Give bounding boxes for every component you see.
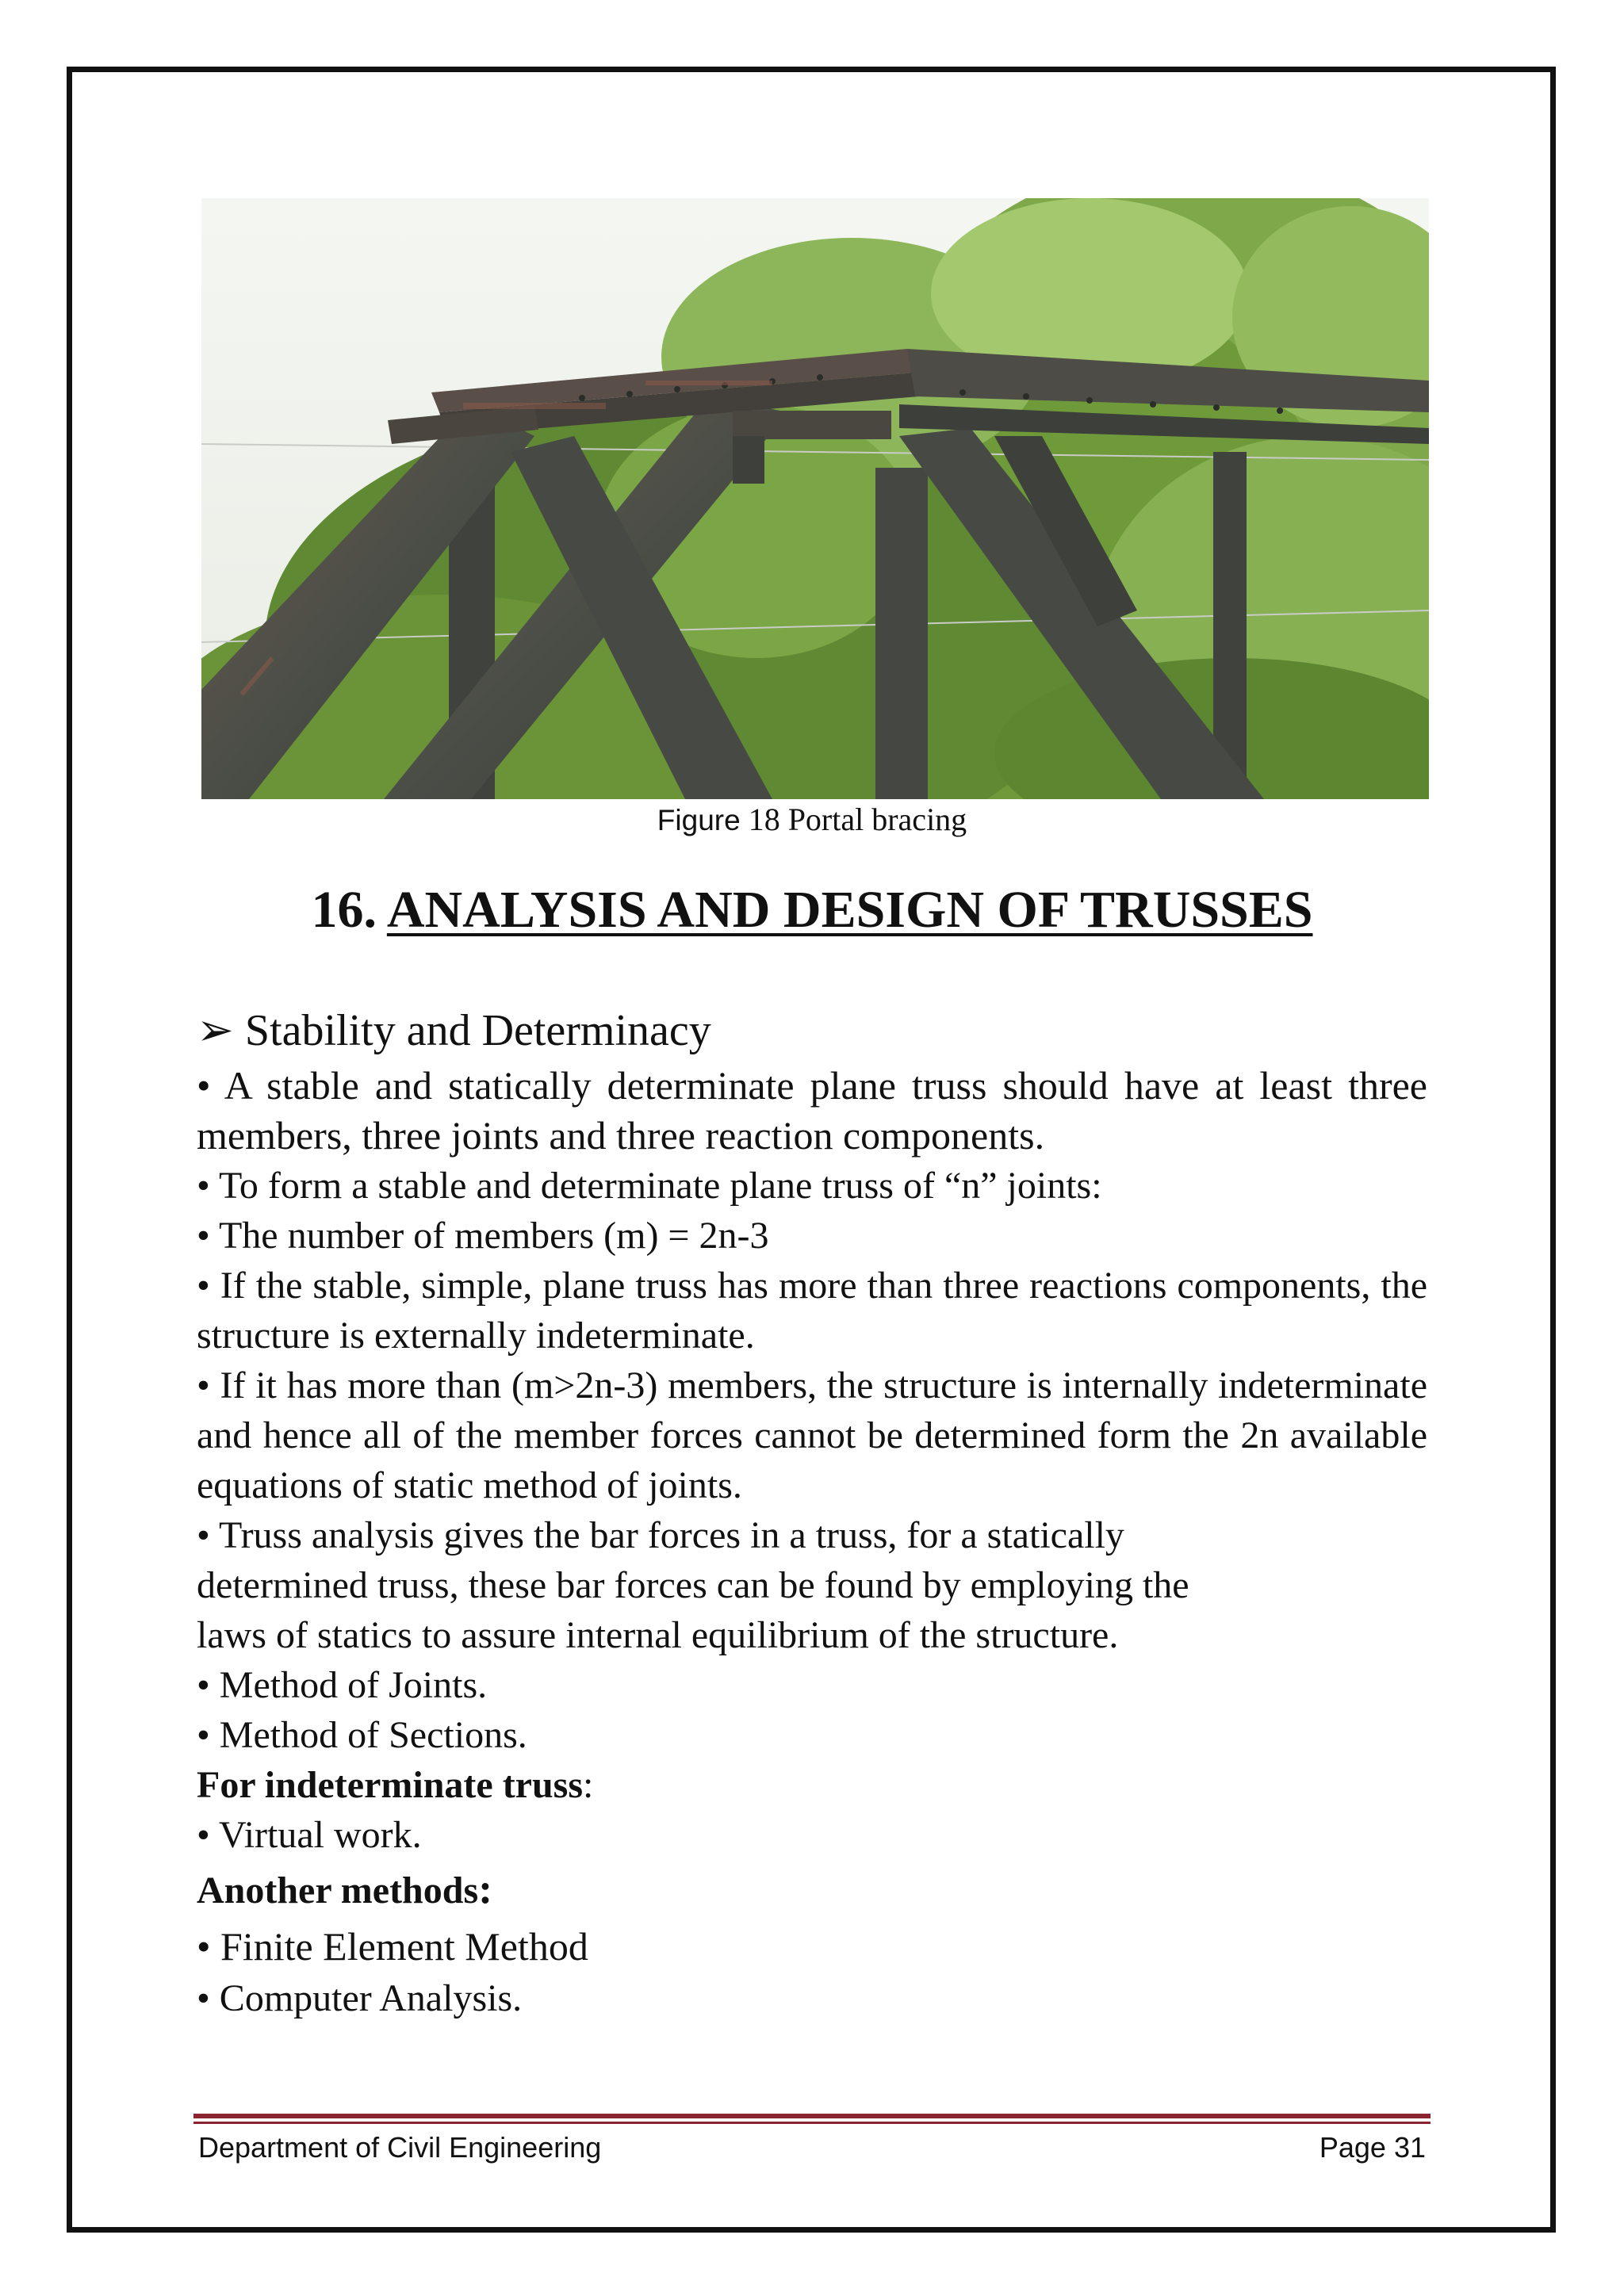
list-item: • Computer Analysis. [197,1977,523,2019]
list-item: • Finite Element Method [197,1924,588,1969]
another-label: Another methods [197,1869,479,1911]
footer-department: Department of Civil Engineering [198,2131,602,2164]
paragraph: • If the stable, simple, plane truss has more than three reactions components, the structure is externally indeterminate. [197,1265,1427,1357]
figure-caption-label: Figure [657,804,741,836]
arrow-bullet-icon: ➢ [197,1006,234,1055]
paragraph: • To form a stable and determinate plane truss of “n” joints: [197,1165,1102,1207]
subheading [197,1001,1427,1061]
subheading-text: Stability and Determinacy [244,1006,711,1055]
figure-caption [0,801,1624,838]
another-colon: : [478,1865,493,1912]
footer-page-number: Page 31 [1319,2131,1426,2164]
paragraph: • If it has more than (m>2n-3) members, the structure is internally indeterminate and hence all of the member forces cannot be determined form the 2n available equations of static method of joints. [197,1364,1427,1506]
paragraph: • The number of members (m) = 2n-3 [197,1215,769,1257]
portal-bracing-image [201,198,1429,799]
list-item: • Method of Joints. [197,1664,488,1706]
indeterminate-label: For indeterminate truss [197,1764,584,1806]
another-heading [197,1860,1427,1919]
footer-rule-thin [193,2122,1431,2124]
bridge-photo [201,198,1429,799]
indeterminate-colon: : [583,1764,594,1806]
body-content [197,1001,1427,2023]
section-heading [0,880,1624,940]
figure-caption-text: 18 Portal bracing [748,802,967,837]
list-item: • Method of Sections. [197,1714,527,1756]
footer-rule [193,2114,1431,2118]
list-item: • Virtual work. [197,1814,422,1856]
section-number: 16. [311,881,377,939]
indeterminate-heading [197,1760,1427,1810]
paragraph: • A stable and statically determinate plane truss should have at least three members, three joints and three reaction components. [197,1063,1427,1158]
paragraph: • Truss analysis gives the bar forces in a truss, for a statically determined truss, these bar forces can be found by employing the laws of statics to assure internal equilibrium of the structure. [197,1514,1189,1656]
section-title: ANALYSIS AND DESIGN OF TRUSSES [386,881,1313,939]
